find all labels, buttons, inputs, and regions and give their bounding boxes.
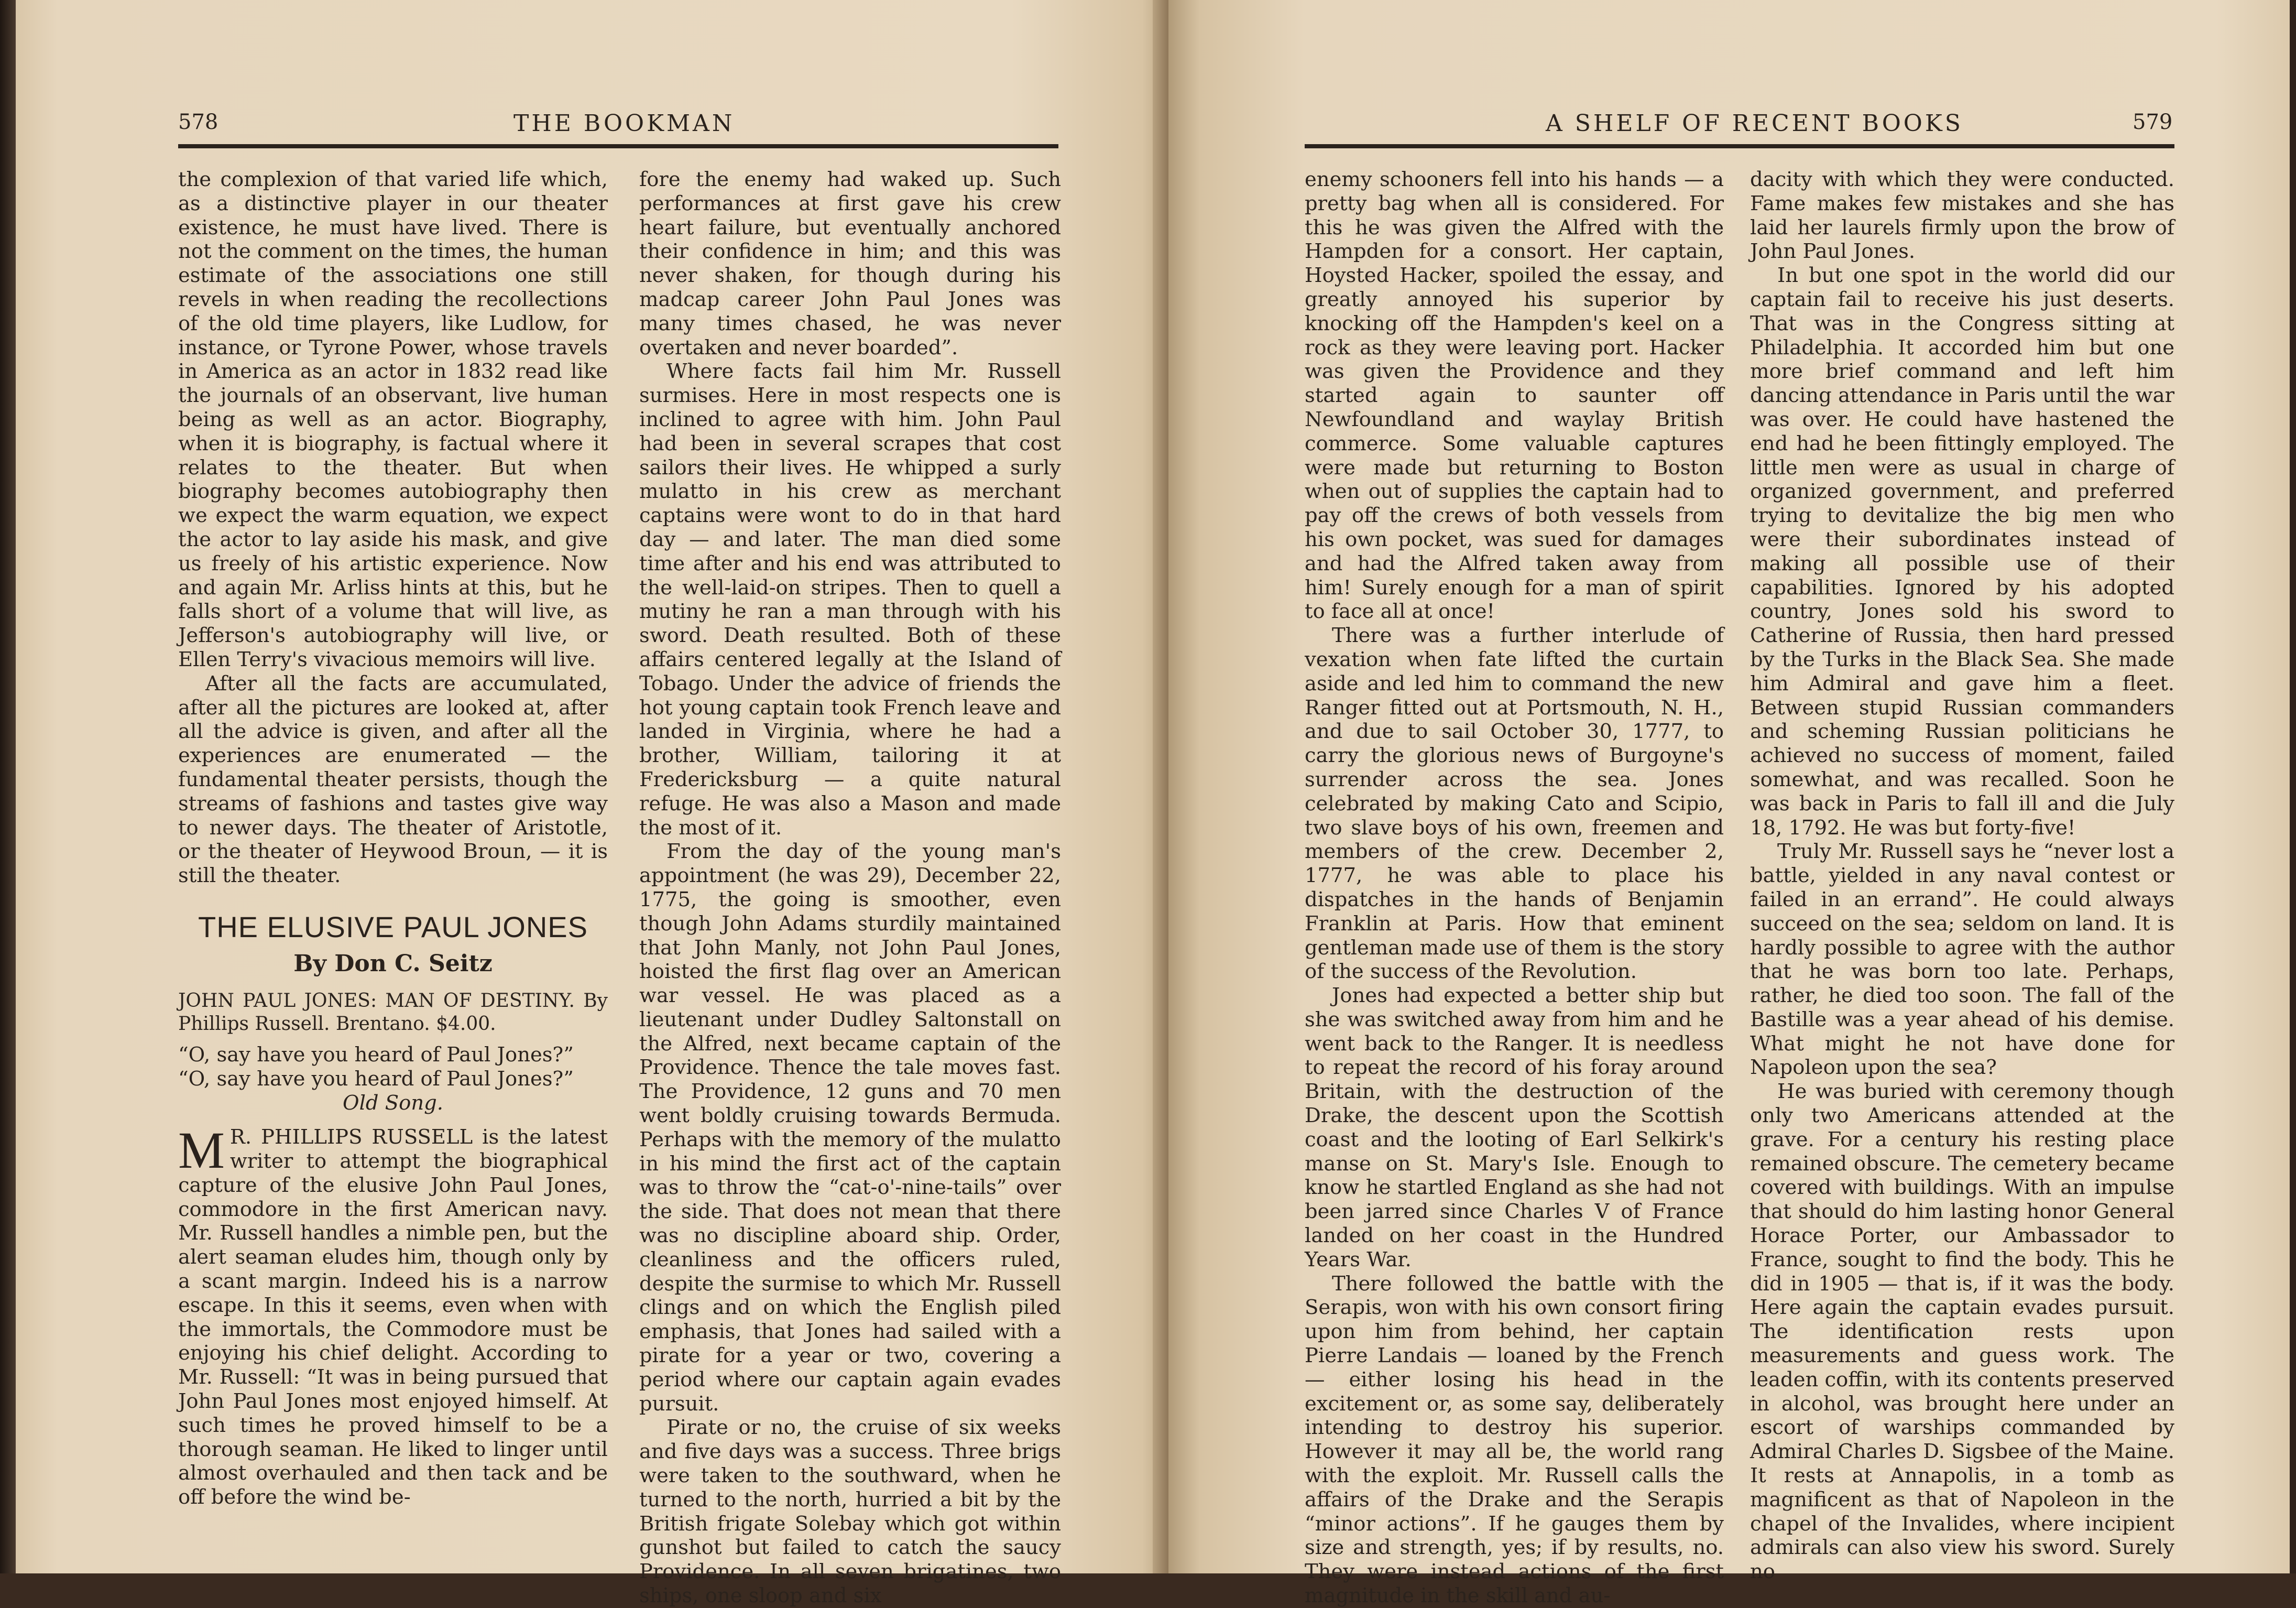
header-rule-left bbox=[178, 144, 1058, 148]
page-number-right: 579 bbox=[2133, 110, 2173, 134]
running-head-right: A SHELF OF RECENT BOOKS bbox=[1546, 110, 1963, 137]
paragraph: There was a further interlude of vexation when fate lifted the curtain aside and led him to command the new Ranger fitted out at Portsmouth, N. H., and due to sail October 30, 1777, to carry the glorious news of Burgoyne's surrender across the sea. Jones celebrated by making Cato and Scipio, two slave boys of his own, freemen and members of the crew. December 2, 1777, he was able to place his dispatches in the hands of Benjamin Franklin at Paris. How that eminent gentleman made use of them is the story of the success of the Revolution. bbox=[1305, 624, 1724, 984]
article-byline: By Don C. Seitz bbox=[293, 950, 493, 977]
paragraph: There followed the battle with the Serapis, won with his own consort firing upon him from behind, her captain Pierre Landais — loaned by the French — either losing his head in the excitement or, as some say, deliberately intending to destroy his superior. However it may all be, the world rang with the exploit. Mr. Russell calls the affairs of the Drake and the Serapis “minor actions”. If he gauges them by size and strength, yes; if by results, no. They were instead actions of the first magnitude in the skill and au- bbox=[1305, 1272, 1724, 1608]
left-page bbox=[16, 0, 1168, 1608]
paragraph: dacity with which they were conducted. Fame makes few mistakes and she has laid her laurels firmly upon the brow of John Paul Jones. bbox=[1750, 168, 2174, 264]
paragraph: He was buried with ceremony though only two Americans attended at the grave. For a century his resting place remained obscure. The cemetery became covered with buildings. With an impulse that should do him lasting honor General Horace Porter, our Ambassador to France, sought to find the body. This he did in 1905 — that is, if it was the body. Here again the captain evades pursuit. The identification rests upon measurements and guess work. The leaden coffin, with its contents preserved in alcohol, was brought here under an escort of warships commanded by Admiral Charles D. Sigsbee of the Maine. It rests at Annapolis, in a tomb as magnificent as that of Napoleon in the chapel of the Invalides, where incipient admirals can also view his sword. Surely no bbox=[1750, 1080, 2174, 1584]
article-title: THE ELUSIVE PAUL JONES bbox=[198, 910, 588, 943]
right-column-2 bbox=[1750, 168, 2174, 1584]
paragraph: M R. PHILLIPS RUSSELL is the latest writer to attempt the biographical capture of the elusive John Paul Jones, commodore in the first American navy. Mr. Russell handles a nimble pen, but the alert seaman eludes him, though only by a scant margin. Indeed his is a narrow escape. In this it seems, even when with the immortals, the Commodore must be enjoying his chief delight. According to Mr. Russell: “It was in being pursued that John Paul Jones most enjoyed himself. At such times he proved himself to be a thorough seaman. He liked to linger until almost overhauled and then tack and be off before the wind be- bbox=[178, 1121, 608, 1509]
paragraph: fore the enemy had waked up. Such performances at first gave his crew heart failure, but eventually anchored their confidence in him; and this was never shaken, for though during his madcap career John Paul Jones was many times chased, he was never overtaken and never boarded”. bbox=[639, 168, 1061, 360]
epigraph-source: Old Song. bbox=[343, 1091, 443, 1115]
drop-cap: M bbox=[178, 1121, 225, 1180]
epigraph-line: “O, say have you heard of Paul Jones?” bbox=[178, 1042, 574, 1067]
paragraph: the complexion of that varied life which, as a distinctive player in our theater existence, he must have lived. There is not the comment on the times, the human estimate of the associations one still revels in when reading the recollections of the old time players, like Ludlow, for instance, or Tyrone Power, whose travels in America as an actor in 1832 read like the journals of an observant, live human being as well as an actor. Biography, when it is biography, is factual where it relates to the theater. But when biography becomes autobiography then we expect the warm equation, we expect the actor to lay aside his mask, and give us freely of his artistic experience. Now and again Mr. Arliss hints at this, but he falls short of a volume that will live, as Jefferson's autobiography will live, or Ellen Terry's vivacious memoirs will live. bbox=[178, 168, 608, 671]
review-reference: JOHN PAUL JONES: MAN OF DESTINY. By Phillips Russell. Brentano. $4.00. bbox=[178, 990, 608, 1035]
paragraph: In but one spot in the world did our captain fail to receive his just deserts. That was in the Congress sitting at Philadelphia. It accorded him but one more brief command and left him dancing attendance in Paris until the war was over. He could have hastened the end had he been fittingly employed. The little men were as usual in charge of organized government, and preferred trying to devitalize the big men who were their subordinates instead of making all possible use of their capabilities. Ignored by his adopted country, Jones sold his sword to Catherine of Russia, then hard pressed by the Turks in the Black Sea. She made him Admiral and gave him a fleet. Between stupid Russian commanders and scheming Russian politicians he achieved no success of moment, failed somewhat, and was recalled. Soon he was back in Paris to fall ill and die July 18, 1792. He was but forty-five! bbox=[1750, 264, 2174, 840]
paragraph: After all the facts are accumulated, after all the pictures are looked at, after all the advice is given, and after all the experiences are enumerated — the fundamental theater persists, though the streams of fashions and tastes give way to newer days. The theater of Aristotle, or the theater of Heywood Broun, — it is still the theater. bbox=[178, 671, 608, 888]
paragraph: From the day of the young man's appointment (he was 29), December 22, 1775, the going is smoother, even though John Adams sturdily maintained that John Manly, not John Paul Jones, hoisted the first flag over an American war vessel. He was placed as a lieutenant under Dudley Saltonstall on the Alfred, next became captain of the Providence. Thence the tale moves fast. The Providence, 12 guns and 70 men went boldly cruising towards Bermuda. Perhaps with the memory of the mulatto in his mind the first act of the captain was to throw the “cat-o'-nine-tails” over the side. That does not mean that there was no discipline aboard ship. Order, cleanliness and the officers ruled, despite the surmise to which Mr. Russell clings and on which the English piled emphasis, that Jones had sailed with a pirate for a year or two, covering a period where our captain again evades pursuit. bbox=[639, 840, 1061, 1416]
right-page bbox=[1168, 0, 2290, 1608]
header-rule-right bbox=[1305, 144, 2174, 148]
epigraph bbox=[178, 1043, 608, 1115]
left-column-1 bbox=[178, 168, 608, 1509]
paragraph: enemy schooners fell into his hands — a pretty bag when all is considered. For this he was given the Alfred with the Hampden for a consort. Her captain, Hoysted Hacker, spoiled the essay, and greatly annoyed his superior by knocking off the Hampden's keel on a rock as they were leaving port. Hacker was given the Providence and they started again to saunter off Newfoundland and waylay British commerce. Some valuable captures were made but returning to Boston when out of supplies the captain had to pay off the crews of both vessels from his own pocket, was sued for damages and had the Alfred taken away from him! Surely enough for a man of spirit to face all at once! bbox=[1305, 168, 1724, 624]
epigraph-line: “O, say have you heard of Paul Jones?” bbox=[178, 1067, 574, 1091]
page-number-left: 578 bbox=[178, 110, 218, 134]
paragraph: Where facts fail him Mr. Russell surmises. Here in most respects one is inclined to agree with him. John Paul had been in several scrapes that cost sailors their lives. He whipped a surly mulatto in his crew as merchant captains were wont to do in that hard day — and later. The man died some time after and his end was attributed to the well-laid-on stripes. Then to quell a mutiny he ran a man through with his sword. Death resulted. Both of these affairs centered legally at the Island of Tobago. Under the advice of friends the hot young captain took French leave and landed in Virginia, where he had a brother, William, tailoring it at Fredericksburg — a quite natural refuge. He was also a Mason and made the most of it. bbox=[639, 360, 1061, 840]
paragraph: Jones had expected a better ship but she was switched away from him and he went back to the Ranger. It is needless to repeat the record of his foray around Britain, with the destruction of the Drake, the descent upon the Scottish coast and the looting of Earl Selkirk's manse on St. Mary's Isle. Enough to know he startled England as she had not been jarred since Charles V of France landed on her coast in the Hundred Years War. bbox=[1305, 984, 1724, 1272]
paragraph: Truly Mr. Russell says he “never lost a battle, yielded in any naval contest or failed in an errand”. He could always succeed on the sea; seldom on land. It is hardly possible to agree with the author that he was born too late. Perhaps, rather, he died too soon. The fall of the Bastille was a year ahead of his demise. What might he not have done for Napoleon upon the sea? bbox=[1750, 840, 2174, 1080]
paragraph: Pirate or no, the cruise of six weeks and five days was a success. Three brigs were taken to the southward, when he turned to the north, hurried a bit by the British frigate Solebay which got within gunshot but failed to catch the saucy Providence. In all seven brigatines, two ships, one sloop and six bbox=[639, 1416, 1061, 1608]
book-spine-edge bbox=[0, 0, 16, 1573]
right-column-1 bbox=[1305, 168, 1724, 1608]
running-head-left: THE BOOKMAN bbox=[513, 110, 735, 137]
left-column-2 bbox=[639, 168, 1061, 1608]
